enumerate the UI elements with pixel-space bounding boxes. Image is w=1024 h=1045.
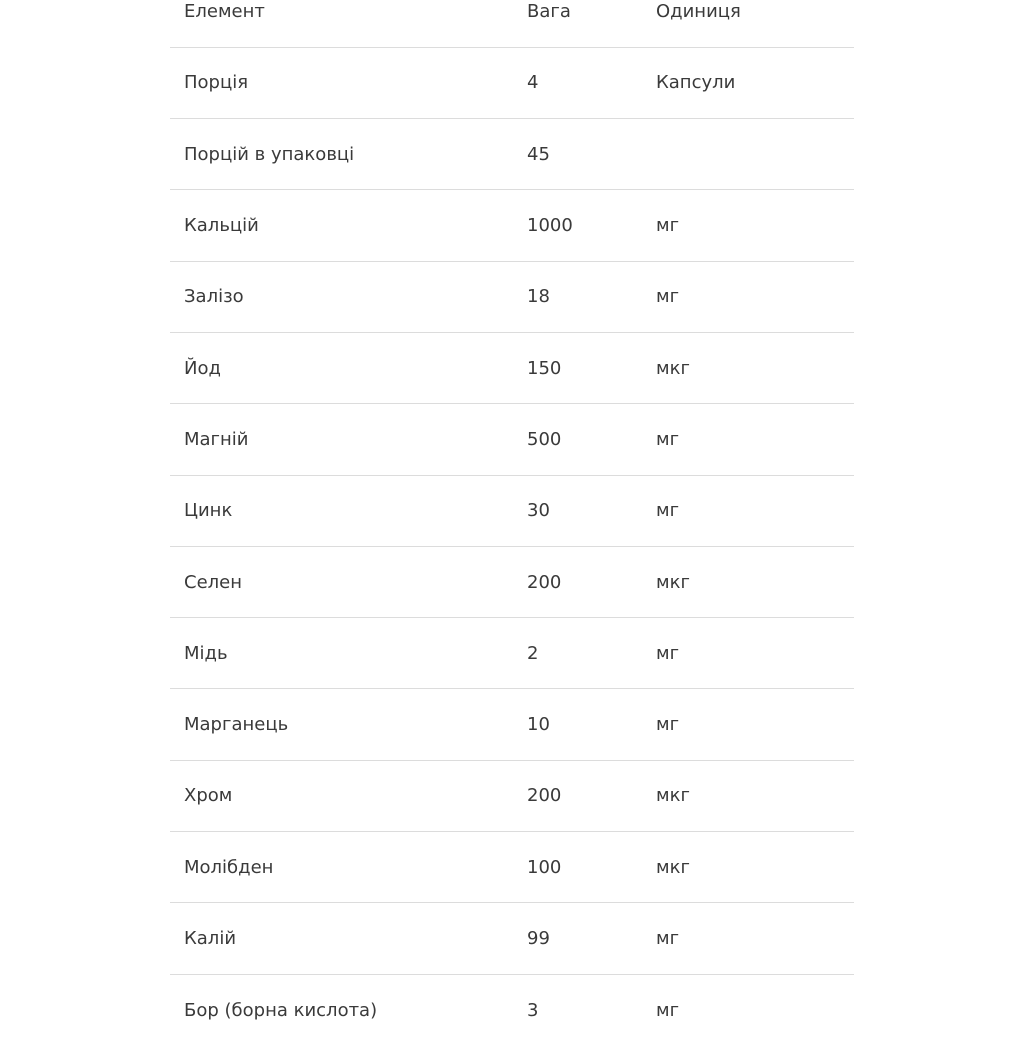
table-row <box>170 119 854 190</box>
cell-element: Бор (борна кислота) <box>184 999 378 1021</box>
table-body <box>170 47 854 1045</box>
header-weight: Вага <box>513 0 642 47</box>
table-row <box>170 689 854 760</box>
cell-weight: 99 <box>513 903 642 974</box>
cell-weight: 30 <box>513 475 642 546</box>
cell-weight: 200 <box>513 546 642 617</box>
cell-unit: мкг <box>642 760 854 831</box>
cell-element: Порція <box>170 47 513 118</box>
cell-unit: мг <box>642 475 854 546</box>
cell-element: Кальцій <box>170 190 513 261</box>
cell-weight: 18 <box>513 261 642 332</box>
cell-element: Калій <box>170 903 513 974</box>
cell-element: Порцій в упаковці <box>170 119 513 190</box>
cell-unit: мкг <box>642 832 854 903</box>
table-row <box>170 618 854 689</box>
cell-unit <box>642 119 854 190</box>
cell-unit: мкг <box>642 546 854 617</box>
table-row <box>170 475 854 546</box>
table-row <box>170 332 854 403</box>
cell-weight: 3 <box>527 999 539 1021</box>
cell-unit: мкг <box>642 332 854 403</box>
nutrition-table <box>170 0 854 1045</box>
cell-element: Хром <box>170 760 513 831</box>
cell-weight: 100 <box>513 832 642 903</box>
table-row <box>170 404 854 475</box>
cell-weight: 2 <box>513 618 642 689</box>
header-element: Елемент <box>170 0 513 47</box>
table-row <box>170 760 854 831</box>
cell-unit: мг <box>642 261 854 332</box>
cell-element: Мідь <box>170 618 513 689</box>
cell-weight: 4 <box>513 47 642 118</box>
cell-element: Цинк <box>170 475 513 546</box>
cell-weight: 45 <box>513 119 642 190</box>
cell-weight: 500 <box>513 404 642 475</box>
cell-unit: Капсули <box>642 47 854 118</box>
header-unit: Одиниця <box>642 0 854 47</box>
cell-element: Йод <box>170 332 513 403</box>
cell-element: Молібден <box>170 832 513 903</box>
cell-element: Селен <box>170 546 513 617</box>
cell-weight: 150 <box>513 332 642 403</box>
cell-weight: 10 <box>513 689 642 760</box>
table-row <box>170 47 854 118</box>
table-row <box>170 190 854 261</box>
cell-weight: 1000 <box>513 190 642 261</box>
cell-element: Магній <box>170 404 513 475</box>
table-row <box>170 832 854 903</box>
cell-unit: мг <box>642 689 854 760</box>
table-row <box>170 261 854 332</box>
cell-element: Марганець <box>170 689 513 760</box>
cell-unit: мг <box>642 190 854 261</box>
cell-weight: 200 <box>513 760 642 831</box>
cell-unit: мг <box>642 903 854 974</box>
nutrition-table-container <box>170 0 854 1045</box>
cell-unit: мг <box>642 618 854 689</box>
cell-unit: мг <box>642 404 854 475</box>
table-row <box>170 974 854 1045</box>
cell-element: Залізо <box>170 261 513 332</box>
cell-unit: мг <box>656 999 680 1021</box>
table-header-row <box>170 0 854 47</box>
table-row <box>170 903 854 974</box>
table-row <box>170 546 854 617</box>
